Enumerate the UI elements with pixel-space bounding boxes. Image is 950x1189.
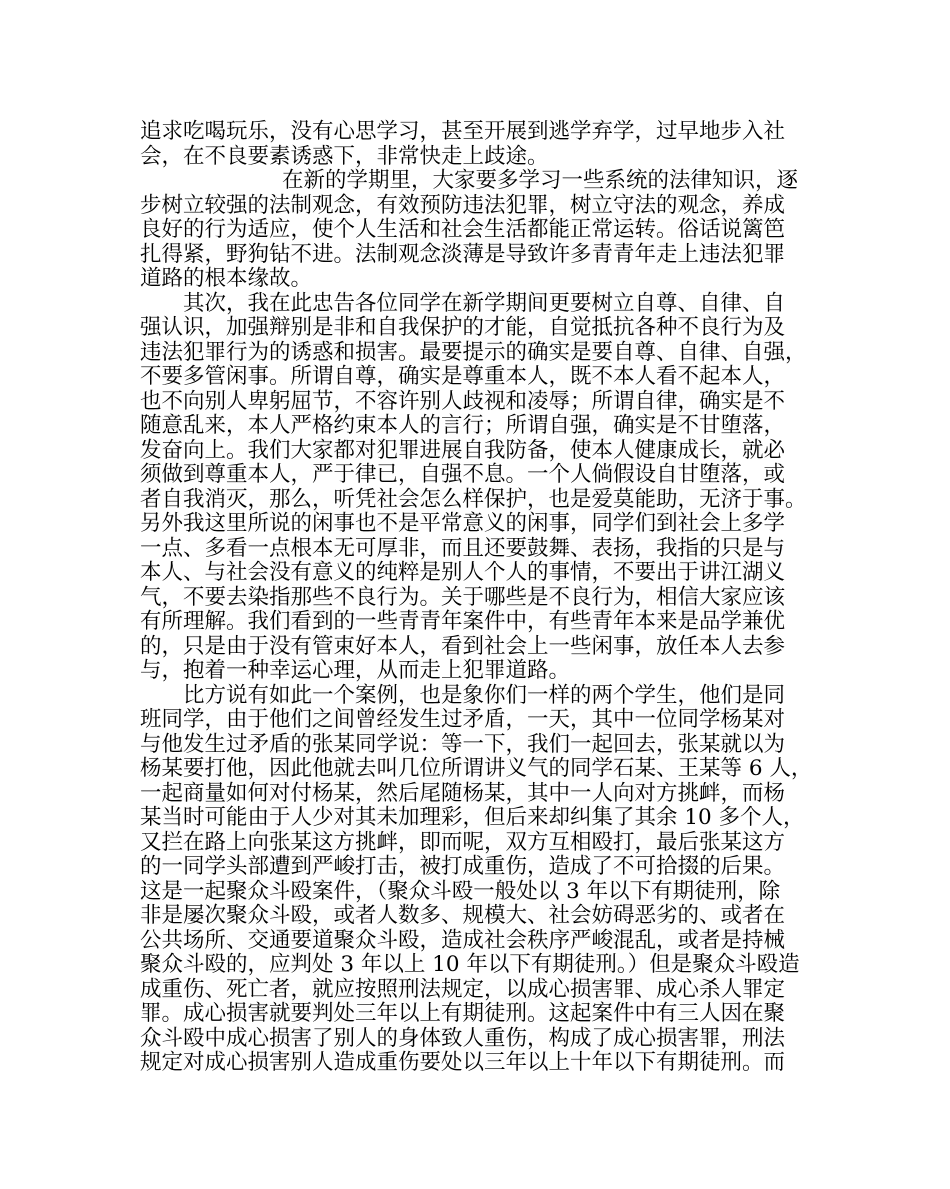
text-line: 另外我这里所说的闲事也不是平常意义的闲事，同学们到社会上多学	[140, 511, 786, 536]
text-line: 气，不要去染指那些不良行为。关于哪些是不良行为，相信大家应该	[140, 584, 786, 610]
text-line: 有所理解。我们看到的一些青青年案件中，有些青年本来是品学兼优	[140, 609, 786, 634]
text-line: 其次，我在此忠告各位同学在新学期间更要树立自尊、自律、自	[183, 290, 786, 316]
text-line: 比方说有如此一个案例，也是象你们一样的两个学生，他们是同	[183, 682, 786, 708]
paragraph	[140, 292, 820, 684]
paragraph	[140, 120, 820, 169]
text-line: 道路的根本缘故。	[140, 266, 313, 291]
text-line: 违法犯罪行为的诱惑和损害。最要提示的确实是要自尊、自律、自强，	[140, 339, 807, 365]
text-line: 班同学，由于他们之间曾经发生过矛盾，一天，其中一位同学杨某对	[140, 707, 786, 732]
text-line: 非是屡次聚众斗殴，或者人数多、规模大、社会妨碍恶劣的、或者在	[140, 903, 786, 928]
document-body	[140, 120, 820, 1076]
text-line: 强认识，加强辩别是非和自我保护的才能，自觉抵抗各种不良行为及	[140, 315, 786, 340]
text-line: 的，只是由于没有管束好本人，看到社会上一些闲事，放任本人去参	[140, 633, 786, 659]
text-line: 又拦在路上向张某这方挑衅，即而呢，双方互相殴打，最后张某这方	[140, 829, 786, 855]
text-line: 成重伤、死亡者，就应按照刑法规定，以成心损害罪、成心杀人罪定	[140, 976, 786, 1002]
text-line: 公共场所、交通要道聚众斗殴，造成社会秩序严峻混乱，或者是持械	[140, 927, 786, 953]
text-line: 在新的学期里，大家要多学习一些系统的法律知识，逐	[282, 168, 799, 193]
text-line: 规定对成心损害别人造成重伤要处以三年以上十年以下有期徒刑。而	[140, 1050, 786, 1075]
text-line: 会，在不良要素诱惑下，非常快走上歧途。	[140, 143, 549, 169]
text-line: 的一同学头部遭到严峻打击，被打成重伤，造成了不可拾掇的后果。	[140, 854, 786, 879]
text-line: 罪。成心损害就要判处三年以上有期徒刑。这起案件中有三人因在聚	[140, 1001, 786, 1026]
text-line: 本人、与社会没有意义的纯粹是别人个人的事情，不要出于讲江湖义	[140, 560, 786, 585]
text-line: 须做到尊重本人，严于律已，自强不息。一个人倘假设自甘堕落，或	[140, 462, 786, 487]
text-line: 这是一起聚众斗殴案件，（聚众斗殴一般处以 3 年以下有期徒刑，除	[140, 878, 781, 904]
text-line: 某当时可能由于人少对其未加理彩，但后来却纠集了其余 10 多个人，	[140, 805, 805, 830]
text-line: 一点、多看一点根本无可厚非，而且还要鼓舞、表扬，我指的只是与	[140, 535, 786, 561]
text-line: 随意乱来，本人严格约束本人的言行；所谓自强，确实是不甘堕落，	[140, 413, 786, 438]
paragraph	[140, 684, 820, 1076]
text-line: 与他发生过矛盾的张某同学说：等一下，我们一起回去，张某就以为	[140, 731, 786, 757]
text-line: 发奋向上。我们大家都对犯罪进展自我防备，使本人健康成长，就必	[140, 437, 786, 463]
text-line: 追求吃喝玩乐，没有心思学习，甚至开展到逃学弃学，过早地步入社	[140, 119, 786, 144]
text-line: 良好的行为适应，使个人生活和社会生活都能正常运转。俗话说篱笆	[140, 217, 786, 242]
text-line: 步树立较强的法制观念，有效预防违法犯罪，树立守法的观念，养成	[140, 192, 786, 218]
text-line: 众斗殴中成心损害了别人的身体致人重伤，构成了成心损害罪，刑法	[140, 1025, 786, 1051]
paragraph	[140, 169, 820, 292]
text-line: 杨某要打他，因此他就去叫几位所谓讲义气的同学石某、王某等 6 人，	[140, 756, 813, 781]
text-line: 一起商量如何对付杨某，然后尾随杨某，其中一人向对方挑衅，而杨	[140, 780, 786, 806]
text-line: 聚众斗殴的，应判处 3 年以上 10 年以下有期徒刑。）但是聚众斗殴造	[140, 952, 800, 977]
text-line: 不要多管闲事。所谓自尊，确实是尊重本人，既不本人看不起本人，	[140, 364, 786, 389]
text-line: 者自我消灭，那么，听凭社会怎么样保护，也是爱莫能助，无济于事。	[140, 486, 807, 512]
text-line: 扎得紧，野狗钻不进。法制观念淡薄是导致许多青青年走上违法犯罪	[140, 241, 786, 267]
text-line: 与，抱着一种幸运心理，从而走上犯罪道路。	[140, 658, 571, 683]
text-line: 也不向别人卑躬屈节，不容许别人歧视和凌辱；所谓自律，确实是不	[140, 388, 786, 414]
